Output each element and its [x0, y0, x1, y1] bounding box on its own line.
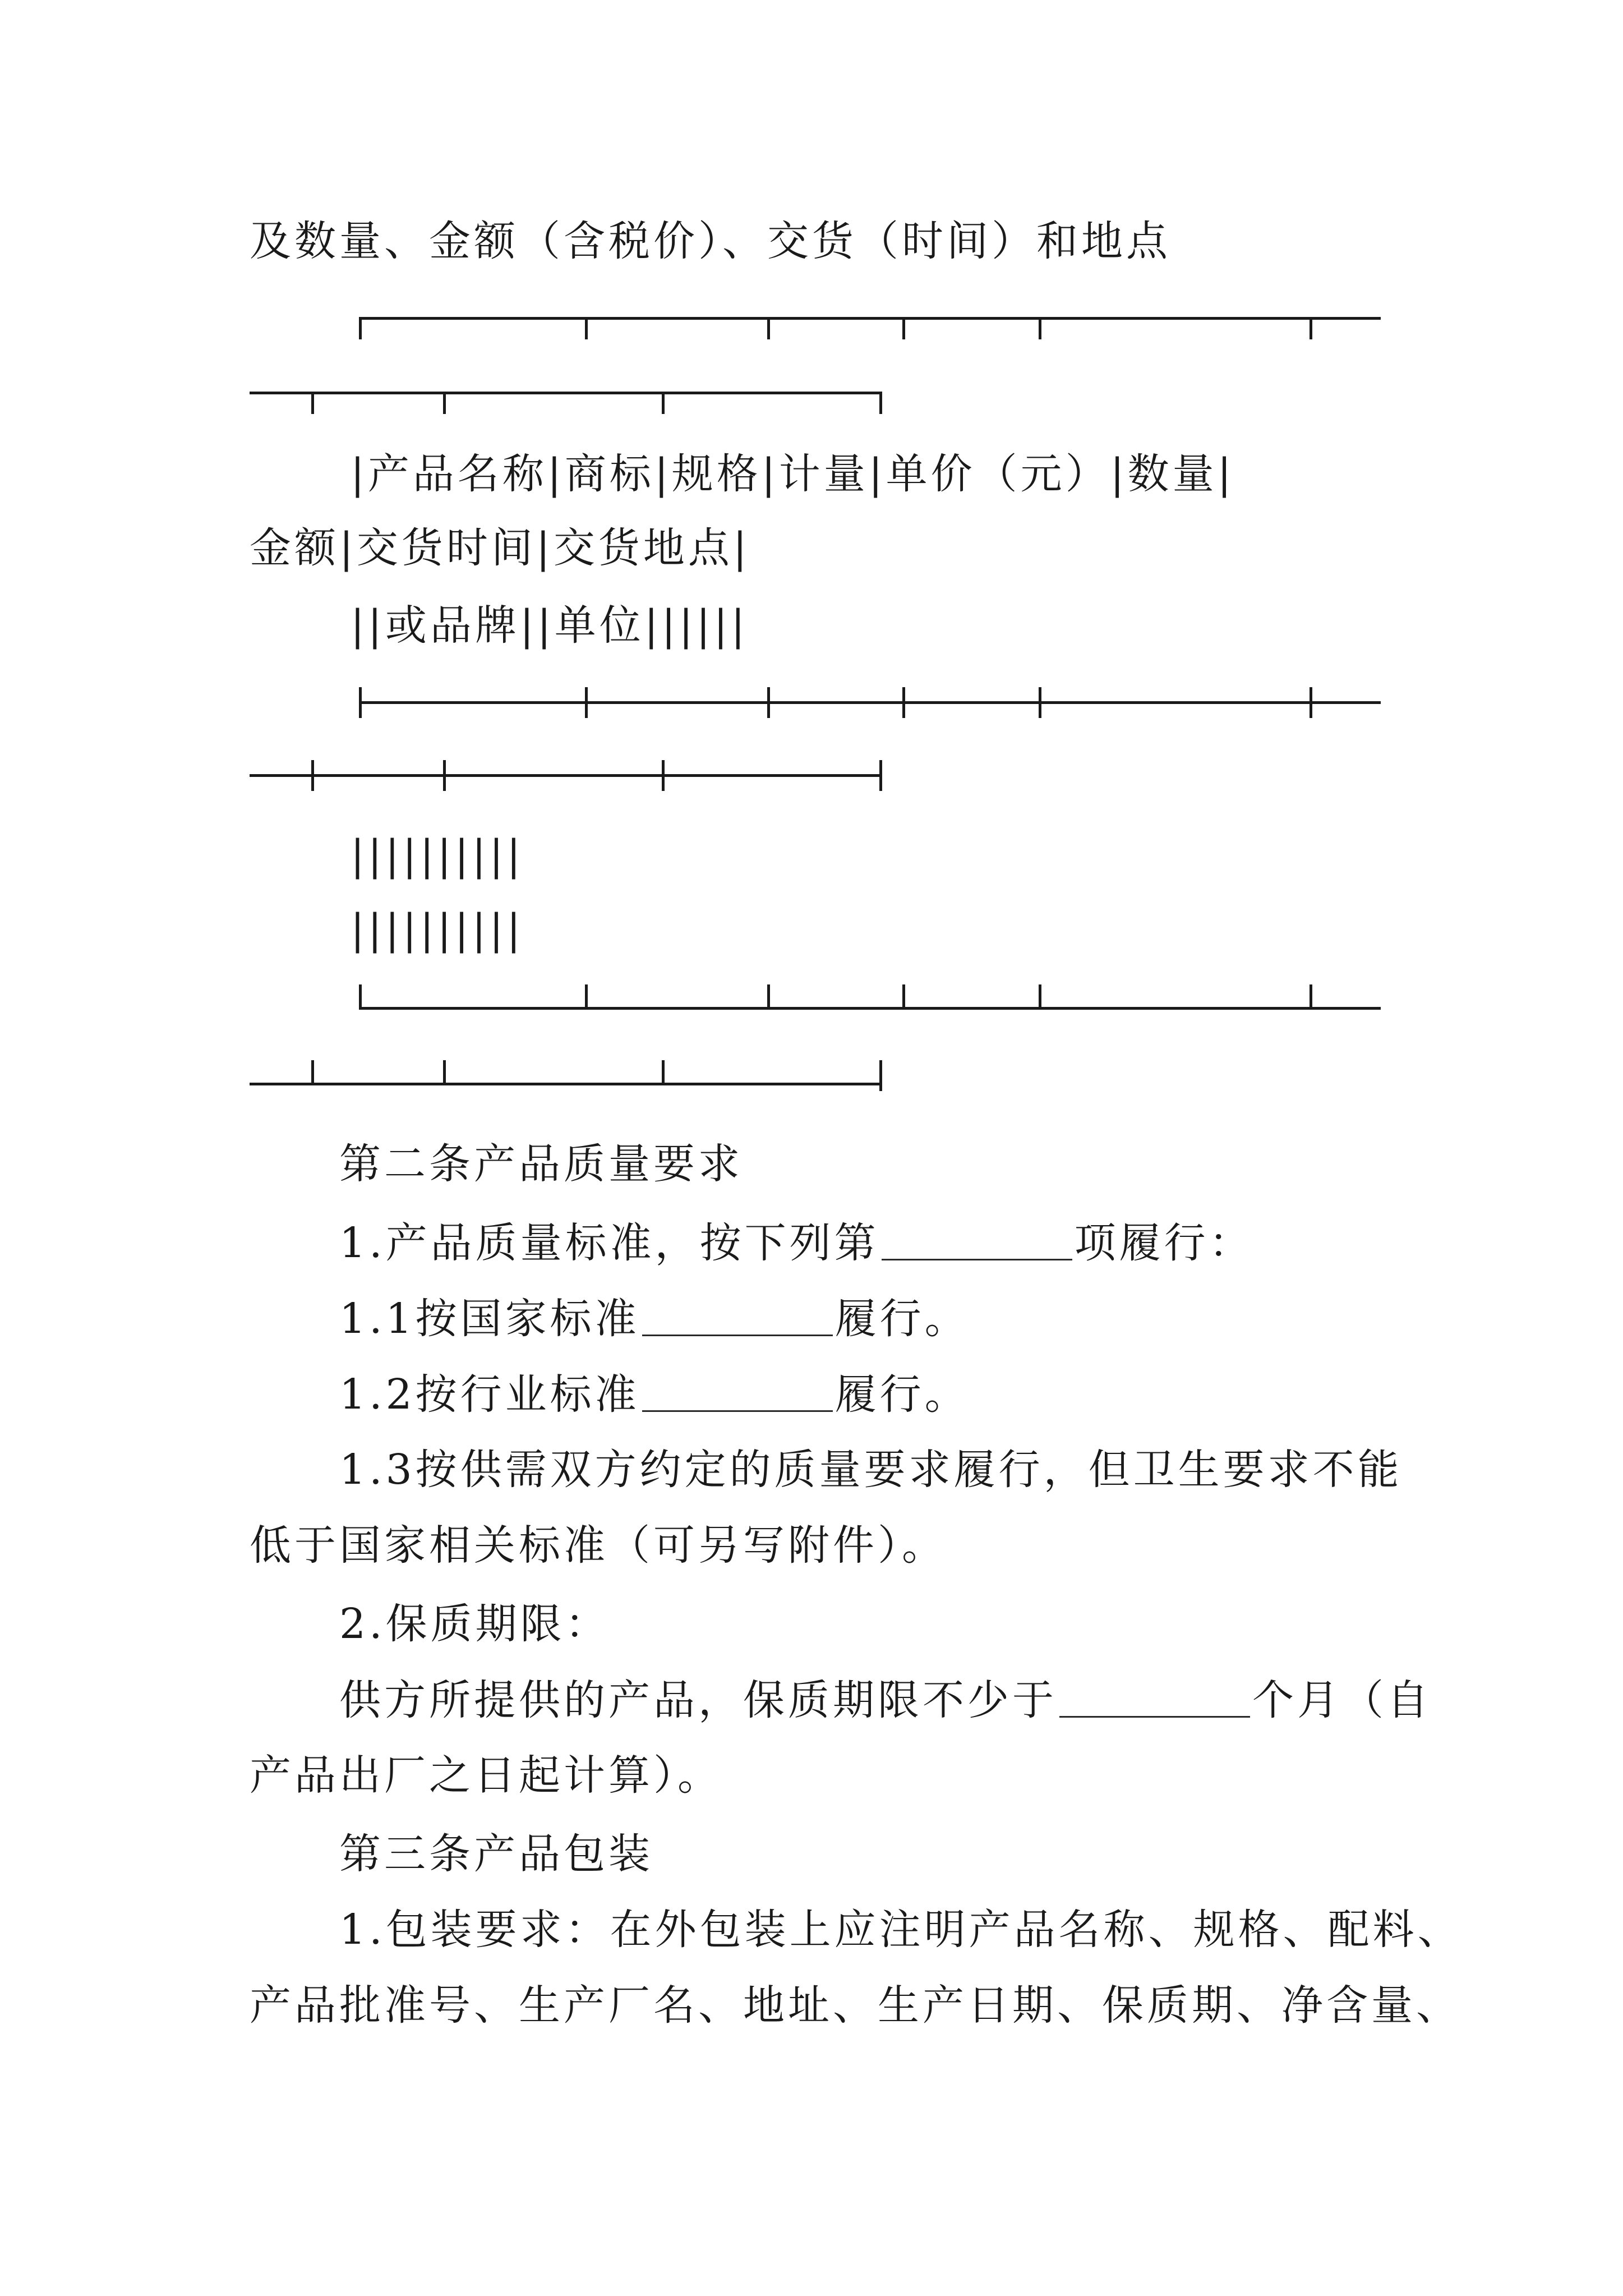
blank-line	[642, 1369, 833, 1412]
article2-item1-2-post: 履行。	[834, 1370, 970, 1419]
table-mid-border	[359, 701, 1381, 704]
table-mid-tick	[443, 760, 446, 791]
table-bottom-tick	[359, 984, 362, 1008]
table-bottom-tick	[902, 984, 905, 1008]
table-top-tick	[359, 317, 362, 339]
table-top-tick	[585, 317, 588, 339]
table-top-tick	[879, 392, 882, 414]
table-mid-tick	[585, 687, 588, 718]
article2-item2-text	[339, 1674, 1432, 1726]
table-empty-row: ||||||||||	[351, 905, 524, 954]
article2-item2: 2.保质期限：	[339, 1600, 610, 1648]
table-bottom-tick	[662, 1060, 665, 1084]
table-header-row-wrap: 金额|交货时间|交货地点|	[250, 524, 750, 572]
table-bottom-tick	[311, 1060, 314, 1084]
article2-item1-2	[339, 1369, 970, 1420]
article3-item1-wrap: 产品批准号、生产厂名、地址、生产日期、保质期、净含量、	[250, 1981, 1461, 2030]
table-mid-tick	[1310, 687, 1312, 718]
table-mid-tick	[902, 687, 905, 718]
article2-item2-text-wrap: 产品出厂之日起计算）。	[250, 1751, 722, 1800]
article3-item1: 1.包装要求：在外包装上应注明产品名称、规格、配料、	[339, 1906, 1463, 1954]
table-bottom-tick	[879, 1060, 882, 1091]
article2-title: 第二条产品质量要求	[339, 1140, 743, 1188]
article2-item1-pre: 1.产品质量标准，按下列第	[339, 1219, 879, 1267]
article2-item1-1	[339, 1293, 970, 1344]
article3-title: 第三条产品包装	[339, 1830, 653, 1878]
blank-line	[882, 1217, 1072, 1260]
table-top-tick	[662, 392, 665, 414]
table-bottom-tick	[1039, 984, 1041, 1008]
heading-continuation: 及数量、金额（含税价）、交货（时间）和地点	[250, 217, 1171, 265]
table-bottom-tick	[767, 984, 770, 1008]
table-mid-tick	[767, 687, 770, 718]
article2-item1	[339, 1217, 1254, 1268]
article2-item2-text-post: 个月（自	[1252, 1676, 1432, 1724]
article2-item1-1-pre: 1.1按国家标准	[339, 1295, 640, 1343]
table-bottom-border-wrap	[250, 1083, 882, 1085]
table-bottom-tick	[585, 984, 588, 1008]
table-top-border	[359, 317, 1381, 320]
table-top-tick	[443, 392, 446, 414]
table-top-tick	[1310, 317, 1312, 339]
table-mid-tick	[879, 760, 882, 791]
table-header-subrow: ||或品牌||单位||||||	[351, 601, 749, 650]
table-mid-tick	[359, 687, 362, 718]
article2-item1-3: 1.3按供需双方约定的质量要求履行，但卫生要求不能	[339, 1446, 1403, 1494]
table-header-row: |产品名称|商标|规格|计量|单价（元）|数量|	[351, 450, 1235, 498]
article2-item1-2-pre: 1.2按行业标准	[339, 1370, 640, 1419]
article2-item1-post: 项履行：	[1074, 1219, 1254, 1267]
article2-item1-1-post: 履行。	[834, 1295, 970, 1343]
blank-line	[642, 1293, 833, 1336]
table-top-tick	[311, 392, 314, 414]
article2-item1-3-wrap: 低于国家相关标准（可另写附件）。	[250, 1521, 947, 1570]
table-mid-tick	[662, 760, 665, 791]
article2-item2-text-pre: 供方所提供的产品，保质期限不少于	[339, 1676, 1057, 1724]
table-bottom-tick	[1310, 984, 1312, 1008]
table-top-tick	[767, 317, 770, 339]
table-mid-tick	[1039, 687, 1041, 718]
table-top-tick	[902, 317, 905, 339]
table-bottom-tick	[443, 1060, 446, 1084]
table-empty-row: ||||||||||	[351, 831, 524, 880]
table-mid-border-wrap	[250, 774, 882, 777]
table-mid-tick	[311, 760, 314, 791]
table-top-tick	[1039, 317, 1041, 339]
table-top-border-wrap	[250, 392, 882, 394]
table-bottom-border	[359, 1007, 1381, 1010]
blank-line	[1059, 1674, 1250, 1718]
